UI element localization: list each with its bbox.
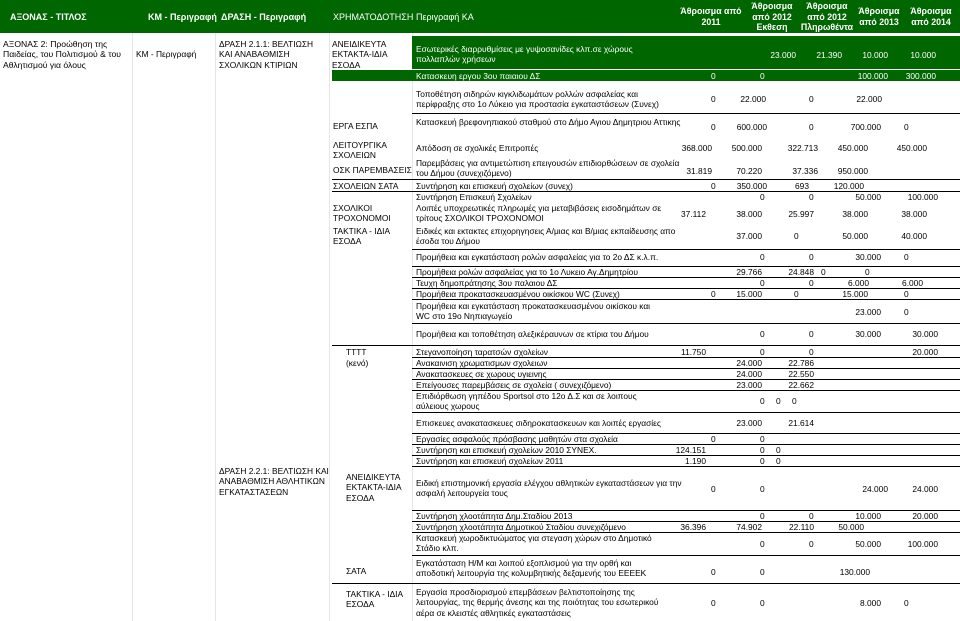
row-value: 20.000 (912, 347, 938, 357)
row-value: 693 (795, 181, 809, 191)
col-header-funding[interactable]: ΧΡΗΜΑΤΟΔΟΤΗΣΗ (333, 12, 414, 22)
row-value: 0 (809, 94, 814, 104)
row-value: 22.662 (788, 380, 814, 390)
rule (332, 345, 960, 346)
funding-cell: ΣΑΤΑ (346, 566, 367, 576)
rule (412, 412, 960, 413)
row-desc: Προμήθεια και τοποθέτηση αλεξικέραυνων σε κτίρια του Δήμου (416, 329, 649, 339)
row-desc: Παρεμβάσεις για αντιμετώπιση επειγουσών επιδιορθώσεων σε σχολεία του Δήμου (συνεχιζόμενο) (416, 158, 680, 179)
row-value: 50.000 (838, 522, 864, 532)
row-value: 15.000 (736, 289, 762, 299)
row-value: 21.390 (816, 50, 842, 60)
row-desc: Επείγουσες παρεμβάσεις σε σχολεία ( συνεχιζόμενο) (416, 380, 612, 390)
row-value: 29.766 (736, 267, 762, 277)
row-value: 10.000 (910, 50, 936, 60)
row-value: 70.220 (736, 166, 762, 176)
row-desc: Επιδιόρθωση γηπέδου Sportsol στο 12ο Δ.Σ και σε λοιπους αύλειους χωρους (416, 391, 637, 412)
row-desc: Συντήρηση και επισκευή σχολείων 2011 (416, 456, 564, 466)
row-desc: Εσωτερικές διαρρυθμίσεις με γυψοσανίδες κλπ.σε χώρους πολλαπλών χρήσεων (416, 44, 633, 65)
row-value: 8.000 (860, 598, 881, 608)
grid-line (215, 0, 216, 621)
row-value: 0 (711, 289, 716, 299)
row-value: 120.000 (833, 181, 864, 191)
row-value: 368.000 (681, 143, 712, 153)
row-value: 23.000 (736, 380, 762, 390)
row-desc: Εργασίες ασφαλούς πρόσβασης μαθητών στα σχολεία (416, 434, 618, 444)
row-value: 21.614 (788, 418, 814, 428)
row-value: 0 (711, 598, 716, 608)
col-header-description[interactable]: Περιγραφή ΚΑ (416, 12, 474, 22)
row-value: 22.110 (789, 522, 814, 532)
row-value: 0 (809, 329, 814, 339)
row-value: 0 (760, 71, 765, 81)
row-value: 22.786 (788, 358, 814, 368)
row-value: 0 (711, 567, 716, 577)
row-desc: Εγκατάσταση Η/Μ και λοιπού εξοπλισμού για την ορθή και αποδοτική λειτουργία της κολυμβητικής δεξαμενής του ΕΕΕΕΚ (416, 558, 647, 579)
row-value: 30.000 (912, 329, 938, 339)
row-value: 0 (760, 329, 765, 339)
row-desc: Ανακατασκευες σε χωρους υγιεινης (416, 369, 547, 379)
row-value: 20.000 (912, 511, 938, 521)
row-value: 0 (904, 122, 909, 132)
col-header-2014[interactable]: Άθροισμα από 2014 (910, 6, 952, 27)
funding-cell: ΣΧΟΛΙΚΟΙ ΤΡΟΧΟΝΟΜΟΙ (333, 203, 391, 224)
row-value: 0 (809, 192, 814, 202)
row-value: 100.000 (907, 539, 938, 549)
col-header-2012-paid[interactable]: Άθροισμα από 2012 Πληρωθέντα (800, 1, 854, 32)
funding-cell: (κενό) (346, 358, 369, 368)
row-value: 0 (809, 539, 814, 549)
funding-cell: ΤΑΚΤΙΚΑ - ΙΔΙΑ ΕΣΟΔΑ (333, 226, 390, 247)
row-desc: Επισκευες ανακατασκευες σιδηροκατασκευων και λοιπές εργασίες (416, 418, 661, 428)
row-value: 0 (760, 598, 765, 608)
grid-line (132, 0, 133, 621)
row-value: 700.000 (850, 122, 881, 132)
col-header-km[interactable]: ΚΜ - Περιγραφή (148, 12, 217, 22)
rule (412, 113, 960, 114)
row-value: 0 (760, 567, 765, 577)
col-header-2011[interactable]: Άθροισμα από 2011 (680, 6, 742, 27)
row-value: 22.000 (856, 94, 882, 104)
row-value: 0 (792, 396, 797, 406)
row-value: 0 (760, 192, 765, 202)
row-desc: Ανακαινιση χρωματισμων σχολειων (416, 358, 548, 368)
row-value: 38.000 (842, 209, 868, 219)
row-value: 36.396 (680, 522, 706, 532)
row-value: 38.000 (736, 209, 762, 219)
row-value: 24.000 (736, 369, 762, 379)
row-value: 37.336 (792, 166, 818, 176)
row-desc: Προμήθεια προκατασκευασμένου οικίσκου WC (Συνεχ) (416, 289, 620, 299)
row-value: 0 (809, 278, 814, 288)
row-value: 0 (711, 71, 716, 81)
row-value: 30.000 (855, 329, 881, 339)
row-value: 500.000 (731, 143, 762, 153)
funding-cell: ΕΡΓΑ ΕΣΠΑ (333, 121, 378, 131)
row-value: 10.000 (855, 511, 881, 521)
row-value: 0 (904, 289, 909, 299)
row-desc: Κατασκευή βρεφονηπιακού σταθμού στο Δήμο Αγιου Δημητριου Αττικης (416, 117, 681, 127)
row-value: 0 (760, 484, 765, 494)
funding-cell: ΣΧΟΛΕΙΩΝ ΣΑΤΑ (333, 181, 399, 191)
funding-cell: ΤΤΤΤ (346, 347, 367, 357)
row-value: 450.000 (896, 143, 927, 153)
row-value: 10.000 (862, 50, 888, 60)
row-value: 0 (760, 252, 765, 262)
row-desc: Συντήρηση Επισκευή Σχολείων (416, 192, 532, 202)
row-value: 24.000 (912, 484, 938, 494)
row-value: 0 (809, 511, 814, 521)
row-desc: Προμήθεια ρολών ασφαλείας για το 1ο Λυκειο Αγ.Δημητρίου (416, 267, 638, 277)
row-desc: Συντήρηση χλοοτάπητα Δημοτικού Σταδίου συνεχιζόμενο (416, 522, 626, 532)
col-header-2013[interactable]: Άθροισμα από 2013 (858, 6, 900, 27)
row-value: 0 (904, 252, 909, 262)
row-value: 0 (776, 396, 781, 406)
row-value: 25.997 (788, 209, 814, 219)
col-header-axis[interactable]: ΑΞΟΝΑΣ - ΤΙΤΛΟΣ (10, 12, 87, 22)
row-value: 40.000 (901, 231, 927, 241)
row-value: 23.000 (770, 50, 796, 60)
row-value: 24.000 (862, 484, 888, 494)
row-value: 0 (809, 122, 814, 132)
row-value: 74.902 (736, 522, 762, 532)
action-cell: ΔΡΑΣΗ 2.2.1: ΒΕΛΤΙΩΣΗ ΚΑΙ ΑΝΑΒΑΘΜΙΣΗ ΑΘΛΗΤΙΚΩΝ ΕΓΚΑΤΑΣΤΑΣΕΩΝ (219, 466, 329, 497)
rule (332, 583, 960, 584)
funding-cell: ΟΣΚ ΠΑΡΕΜΒΑΣΕΙΣ (333, 165, 412, 175)
row-value: 0 (809, 347, 814, 357)
funding-cell: ΑΝΕΙΔΙΚΕΥΤΑ ΕΚΤΑΚΤΑ-ΙΔΙΑ ΕΣΟΔΑ (332, 39, 388, 70)
row-value: 23.000 (736, 418, 762, 428)
row-value: 30.000 (855, 252, 881, 262)
row-value: 0 (809, 252, 814, 262)
row-value: 0 (904, 307, 909, 317)
row-value: 100.000 (907, 192, 938, 202)
row-value: 31.819 (686, 166, 712, 176)
row-desc: Στεγανοποίηση ταρατσών σχολείων (416, 347, 548, 357)
row-desc: Κατασκευη εργου 3ου παιαιου ΔΣ (416, 71, 541, 81)
row-value: 50.000 (842, 231, 868, 241)
row-value: 0 (776, 456, 781, 466)
row-value: 350.000 (736, 181, 767, 191)
row-value: 0 (821, 267, 826, 277)
row-value: 37.000 (736, 231, 762, 241)
row-desc: Απόδοση σε σχολικές Επιτροπές (416, 143, 539, 153)
grid-line (412, 0, 413, 621)
rule (412, 555, 960, 556)
row-value: 22.000 (740, 94, 766, 104)
row-value: 322.713 (787, 143, 818, 153)
funding-cell: ΑΝΕΙΔΙΚΕΥΤΑ ΕΚΤΑΚΤΑ-ΙΔΙΑ ΕΣΟΔΑ (346, 472, 402, 503)
funding-cell: ΛΕΙΤΟΥΡΓΙΚΑ ΣΧΟΛΕΙΩΝ (333, 140, 387, 161)
row-desc: Τευχη δημοπράτησης 3ου παλαιου ΔΣ (416, 278, 558, 288)
row-value: 124.151 (675, 445, 706, 455)
row-value: 950.000 (837, 166, 868, 176)
row-value: 50.000 (855, 192, 881, 202)
row-value: 50.000 (855, 539, 881, 549)
row-value: 0 (865, 267, 870, 277)
rule (412, 323, 960, 324)
row-value: 0 (711, 434, 716, 444)
row-value: 0 (794, 289, 799, 299)
row-desc: Ειδικές και εκτακτες επιχορηγησεις Α/μιας και Β/μιας εκπαίδευσης απο έσοδα του Δήμου (416, 226, 676, 247)
row-desc: Ειδική επιστημονική εργασία ελέγχου αθλητικών εγκαταστάσεων για την ασφαλή λειτουργεία τους (416, 478, 682, 499)
row-value: 450.000 (837, 143, 868, 153)
row-value: 600.000 (736, 122, 767, 132)
row-desc: Εργασία προσδιορισμού επεμβάσεων βελτιστοποίησης της λειτουργίας, της θερμής άνεσης και της ποιότητας του εσωτερικού αέρα σε κλειστές αθλητικές εγκαταστάσεις (416, 587, 659, 618)
row-desc: Συντήρηση και επισκευή σχολείων (συνεχ) (416, 181, 573, 191)
row-value: 0 (711, 122, 716, 132)
row-desc: Προμήθεια και εγκατάσταση ρολών ασφαλείας για το 2ο ΔΣ κ.λ.π. (416, 252, 659, 262)
row-desc: Προμήθεια και εγκατάσταση προκατασκευασμένου οικίσκου και WC στο 19ο Νηπιαγωγείο (416, 301, 651, 322)
row-value: 0 (760, 396, 765, 406)
row-value: 37.112 (681, 209, 706, 219)
row-value: 23.000 (855, 307, 881, 317)
row-value: 0 (711, 94, 716, 104)
action-cell: ΔΡΑΣΗ 2.1.1: ΒΕΛΤΙΩΣΗ ΚΑΙ ΑΝΑΒΑΘΜΙΣΗ ΣΧΟΛΙΚΩΝ ΚΤΙΡΙΩΝ (219, 39, 314, 70)
funding-cell: ΤΑΚΤΙΚΑ - ΙΔΙΑ ΕΣΟΔΑ (346, 589, 403, 610)
row-value: 0 (760, 511, 765, 521)
row-value: 38.000 (901, 209, 927, 219)
row-value: 24.848 (788, 267, 814, 277)
row-value: 0 (760, 347, 765, 357)
row-value: 0 (760, 445, 765, 455)
row-value: 300.000 (905, 71, 936, 81)
row-value: 24.000 (736, 358, 762, 368)
row-value: 0 (711, 181, 716, 191)
row-value: 0 (760, 434, 765, 444)
row-value: 100.000 (857, 71, 888, 81)
axis-cell: ΑΞΟΝΑΣ 2: Προώθηση της Παιδείας, του Πολιτισμού & του Αθλητισμού για όλους (3, 39, 121, 70)
row-value: 0 (760, 539, 765, 549)
row-value: 0 (711, 484, 716, 494)
row-desc: Τοποθέτηση σιδηρών κιγκλιδωμάτων ρολλών ασφαλείας και περίφραξης στο 1ο Λύκειο για προστασία εγκαταστάσεων (Συνεχ) (416, 89, 659, 110)
rule (412, 249, 960, 250)
row-value: 11.750 (681, 347, 706, 357)
row-value: 0 (760, 278, 765, 288)
rule (332, 179, 960, 180)
row-value: 6.000 (902, 278, 923, 288)
col-header-action[interactable]: ΔΡΑΣΗ - Περιγραφή (221, 12, 307, 22)
row-desc: Συντήρηση χλοοτάπητα Δημ.Σταδίου 2013 (416, 511, 573, 521)
km-cell: ΚΜ - Περιγραφή (136, 49, 197, 59)
row-value: 1.190 (685, 456, 706, 466)
row-value: 0 (760, 456, 765, 466)
row-value: 22.550 (788, 369, 814, 379)
row-desc: Συντήρηση και επισκευή σχολείων 2010 ΣΥΝΕΧ. (416, 445, 597, 455)
rule (412, 466, 960, 467)
row-value: 0 (776, 445, 781, 455)
row-desc: Λοιπές υποχρεωτικές πληρωμές για μεταβιβάσεις εισοδημάτων σε τρίτους ΣΧΟΛΙΚΟΙ ΤΡΟΧΟΝΟΜΟΙ (416, 203, 662, 224)
row-value: 0 (904, 598, 909, 608)
row-value: 130.000 (839, 567, 870, 577)
row-desc: Κατασκευή χωροδικτυώματος για στεγαση χώρων στο Δημοτικό Στάδιο κλπ. (416, 533, 652, 554)
col-header-2012-report[interactable]: Άθροισμα από 2012 Εκθεση (751, 1, 793, 32)
row-value: 0 (794, 231, 799, 241)
row-value: 6.000 (848, 278, 869, 288)
row-value: 15.000 (842, 289, 868, 299)
grid-line (329, 0, 330, 621)
rule (412, 299, 960, 300)
